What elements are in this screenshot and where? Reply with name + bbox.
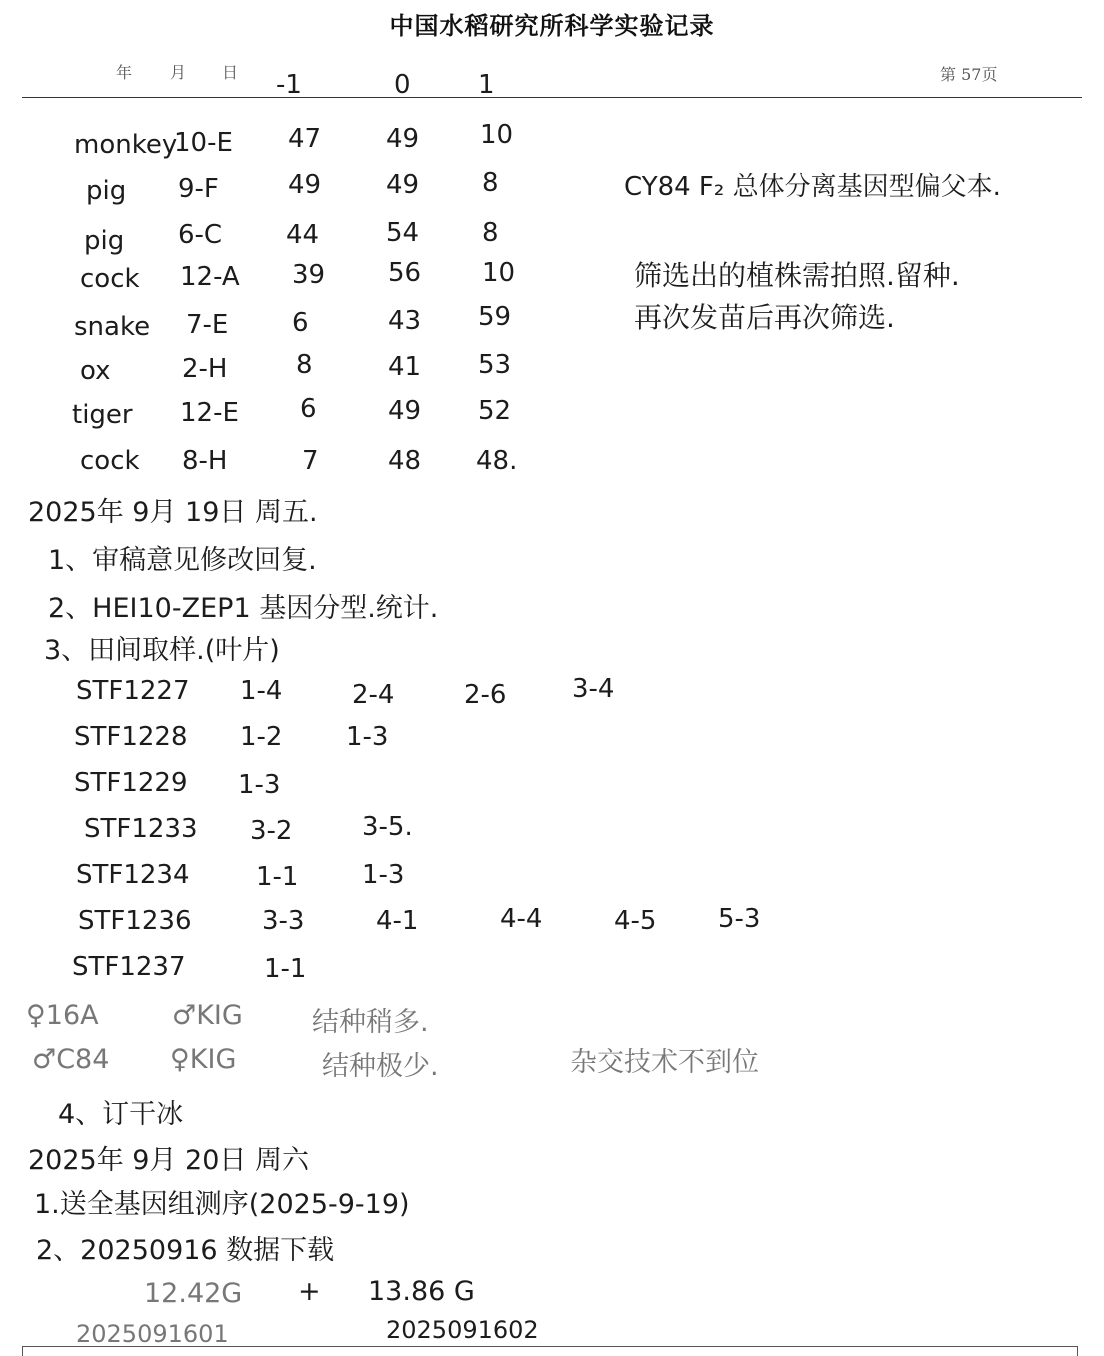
sample-id: STF1236 <box>78 906 192 936</box>
header-rule <box>22 97 1082 98</box>
sample-value: 5-3 <box>718 904 761 934</box>
row-id: 8-H <box>182 446 228 476</box>
row-id: 6-C <box>178 220 223 250</box>
data-size: 13.86 G <box>368 1276 475 1307</box>
entry-item: 1、审稿意见修改回复. <box>48 545 317 576</box>
row-id: 12-E <box>180 398 239 428</box>
sample-id: STF1229 <box>74 768 188 798</box>
row-id: 2-H <box>182 354 228 384</box>
sample-value: 3-5. <box>362 812 413 842</box>
column-header: -1 <box>276 70 302 100</box>
row-name: monkey <box>74 130 178 160</box>
cell-value: 47 <box>288 124 322 154</box>
entry-date: 2025年 9月 20日 周六 <box>28 1145 309 1176</box>
row-name: snake <box>74 312 151 342</box>
sample-value: 4-5 <box>614 906 657 936</box>
cell-value: 8 <box>482 218 499 248</box>
date-label-year: 年 <box>116 63 133 82</box>
entry-item: 3、田间取样.(叶片) <box>44 635 280 666</box>
sample-value: 3-2 <box>250 816 293 846</box>
file-name: 2025091601 <box>76 1320 229 1348</box>
row-id: 10-E <box>174 128 233 158</box>
cell-value: 59 <box>478 302 512 332</box>
sample-id: STF1233 <box>84 814 198 844</box>
sample-id: STF1237 <box>72 952 186 982</box>
cell-value: 54 <box>386 218 420 248</box>
row-id: 9-F <box>178 174 219 204</box>
cell-value: 41 <box>388 352 422 382</box>
row-id: 12-A <box>180 262 240 292</box>
sample-value: 3-4 <box>572 674 615 704</box>
page-number: 第 57页 <box>940 65 998 84</box>
row-name: cock <box>80 446 140 476</box>
file-name: 2025091602 <box>386 1316 539 1344</box>
sample-value: 1-3 <box>238 770 281 800</box>
entry-item: 1.送全基因组测序(2025-9-19) <box>34 1189 410 1220</box>
date-label-day: 日 <box>222 63 239 82</box>
cell-value: 49 <box>386 170 420 200</box>
cell-value: 49 <box>288 170 322 200</box>
sample-value: 4-1 <box>376 906 419 936</box>
cell-value: 8 <box>296 350 313 380</box>
cell-value: 53 <box>478 350 512 380</box>
side-note: 筛选出的植株需拍照.留种. <box>634 259 960 292</box>
row-name: tiger <box>72 400 133 430</box>
sample-value: 2-6 <box>464 680 507 710</box>
cell-value: 44 <box>286 220 320 250</box>
cell-value: 6 <box>300 394 317 424</box>
cross-female: ♀16A <box>26 1000 99 1031</box>
cell-value: 49 <box>386 124 420 154</box>
cross-male: ♂C84 <box>32 1044 110 1075</box>
sample-id: STF1234 <box>76 860 190 890</box>
row-name: pig <box>86 176 127 206</box>
sample-value: 1-1 <box>256 862 299 892</box>
plus-sign: + <box>298 1276 321 1307</box>
cell-value: 52 <box>478 396 512 426</box>
cell-value: 56 <box>388 258 422 288</box>
side-note: CY84 F₂ 总体分离基因型偏父本. <box>624 172 1001 202</box>
cell-value: 39 <box>292 260 326 290</box>
cell-value: 7 <box>302 446 319 476</box>
sample-value: 3-3 <box>262 906 305 936</box>
sample-value: 1-3 <box>362 860 405 890</box>
data-size: 12.42G <box>144 1278 243 1309</box>
cell-value: 48. <box>476 446 518 476</box>
sample-value: 1-3 <box>346 722 389 752</box>
row-name: pig <box>84 226 125 256</box>
row-id: 7-E <box>186 310 229 340</box>
sample-value: 1-2 <box>240 722 283 752</box>
cell-value: 8 <box>482 168 499 198</box>
cross-female: ♀KIG <box>170 1044 237 1075</box>
cross-note: 结种稍多. <box>312 1007 429 1038</box>
page-title: 中国水稻研究所科学实验记录 <box>389 11 715 40</box>
row-name: cock <box>80 264 140 294</box>
sample-value: 1-4 <box>240 676 283 706</box>
cross-male: ♂KIG <box>172 1000 243 1031</box>
column-header: 0 <box>394 70 411 100</box>
row-name: ox <box>80 356 111 386</box>
entry-item: 2、HEI10-ZEP1 基因分型.统计. <box>48 593 439 624</box>
cell-value: 10 <box>480 120 514 150</box>
cell-value: 43 <box>388 306 422 336</box>
column-header: 1 <box>478 70 495 100</box>
sample-id: STF1228 <box>74 722 188 752</box>
entry-item: 4、订干冰 <box>58 1099 184 1130</box>
date-label-month: 月 <box>170 63 187 82</box>
cell-value: 10 <box>482 258 516 288</box>
cell-value: 49 <box>388 396 422 426</box>
side-note: 再次发苗后再次筛选. <box>634 301 895 334</box>
cross-note: 结种极少. <box>322 1051 439 1082</box>
entry-date: 2025年 9月 19日 周五. <box>28 497 318 528</box>
entry-item: 2、20250916 数据下载 <box>36 1235 335 1266</box>
cross-remark: 杂交技术不到位 <box>570 1047 759 1078</box>
sample-id: STF1227 <box>76 676 190 706</box>
cell-value: 6 <box>292 308 309 338</box>
sample-value: 1-1 <box>264 954 307 984</box>
cell-value: 48 <box>388 446 422 476</box>
sample-value: 2-4 <box>352 680 395 710</box>
sample-value: 4-4 <box>500 904 543 934</box>
bottom-frame <box>22 1346 1078 1356</box>
